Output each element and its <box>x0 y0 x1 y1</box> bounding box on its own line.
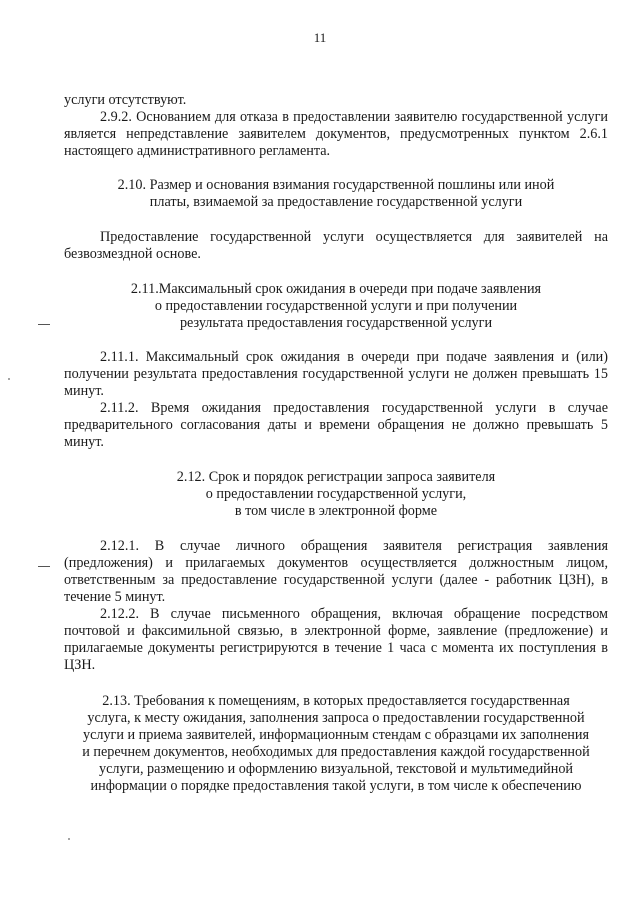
paragraph-text: Предоставление государственной услуги осуществляется для заявителей на безвозмездной основе. <box>64 229 608 262</box>
heading-line: услуга, к месту ожидания, заполнения запроса о предоставлении государственной <box>87 710 585 726</box>
heading-line: услуги, размещению и оформлению визуальной, текстовой и мультимедийной <box>98 761 574 777</box>
heading-line: о предоставлении государственной услуги, <box>205 486 467 502</box>
paragraph-text: 2.12.1. В случае личного обращения заявителя регистрация заявления (предложения) и прилагаемых документов осуществляется должностным лицом, ответственным за предоставление государственной услуги (далее - работник ЦЗН), в течение 5 минут. <box>64 538 608 605</box>
scan-speck <box>8 378 10 380</box>
paragraph-free-of-charge <box>64 229 608 263</box>
paragraph-continuation <box>64 92 608 109</box>
heading-line: в том числе в электронной форме <box>234 503 438 519</box>
paragraph-text: 2.11.1. Максимальный срок ожидания в очереди при подаче заявления и (или) получении результата предоставления государственной услуги не должен превышать 15 минут. <box>64 349 608 399</box>
heading-text <box>64 281 608 332</box>
paragraph-2-11-2 <box>64 400 608 451</box>
paragraph-text: 2.9.2. Основанием для отказа в предоставлении заявителю государственной услуги является непредставление заявителем документов, предусмотренных пунктом 2.6.1 настоящего административного регламента. <box>64 109 608 159</box>
paragraph-2-12-1 <box>64 538 608 606</box>
heading-2-11 <box>64 281 608 332</box>
paragraph-2-12-2 <box>64 606 608 674</box>
heading-line: результата предоставления государственной услуги <box>179 315 493 331</box>
heading-2-12 <box>64 469 608 520</box>
heading-text <box>64 177 608 211</box>
heading-text <box>64 469 608 520</box>
heading-line: информации о порядке предоставления такой услуги, в том числе к обеспечению <box>90 778 582 794</box>
page-number: 11 <box>313 30 327 45</box>
heading-line: услуги и приема заявителей, информационным стендам с образцами их заполнения <box>82 727 589 743</box>
heading-2-13 <box>64 693 608 795</box>
heading-line: 2.11.Максимальный срок ожидания в очереди при подаче заявления <box>130 281 542 297</box>
paragraph-text: 2.11.2. Время ожидания предоставления государственной услуги в случае предварительного согласования даты и времени обращения не должно превышать 5 минут. <box>64 400 608 450</box>
paragraph-text: 2.12.2. В случае письменного обращения, включая обращение посредством почтовой и факсимильной связью, в электронной форме, заявление (предложение) и прилагаемые документы регистрируются в течение 1 часа с момента их поступления в ЦЗН. <box>64 606 608 673</box>
heading-line: 2.10. Размер и основания взимания государственной пошлины или иной <box>117 177 555 193</box>
heading-line: о предоставлении государственной услуги и при получении <box>154 298 518 314</box>
paragraph-text: услуги отсутствуют. <box>64 92 187 108</box>
scan-speck <box>68 838 70 840</box>
heading-line: 2.12. Срок и порядок регистрации запроса заявителя <box>176 469 496 485</box>
paragraph-2-11-1 <box>64 349 608 400</box>
paragraph-2-9-2 <box>64 109 608 160</box>
heading-text <box>64 693 608 795</box>
heading-line: и перечнем документов, необходимых для предоставления каждой государственной <box>82 744 590 760</box>
heading-line: 2.13. Требования к помещениям, в которых предоставляется государственная <box>102 693 570 709</box>
margin-mark <box>38 566 50 567</box>
heading-2-10 <box>64 177 608 211</box>
margin-mark <box>38 324 50 325</box>
heading-line: платы, взимаемой за предоставление государственной услуги <box>149 194 523 210</box>
